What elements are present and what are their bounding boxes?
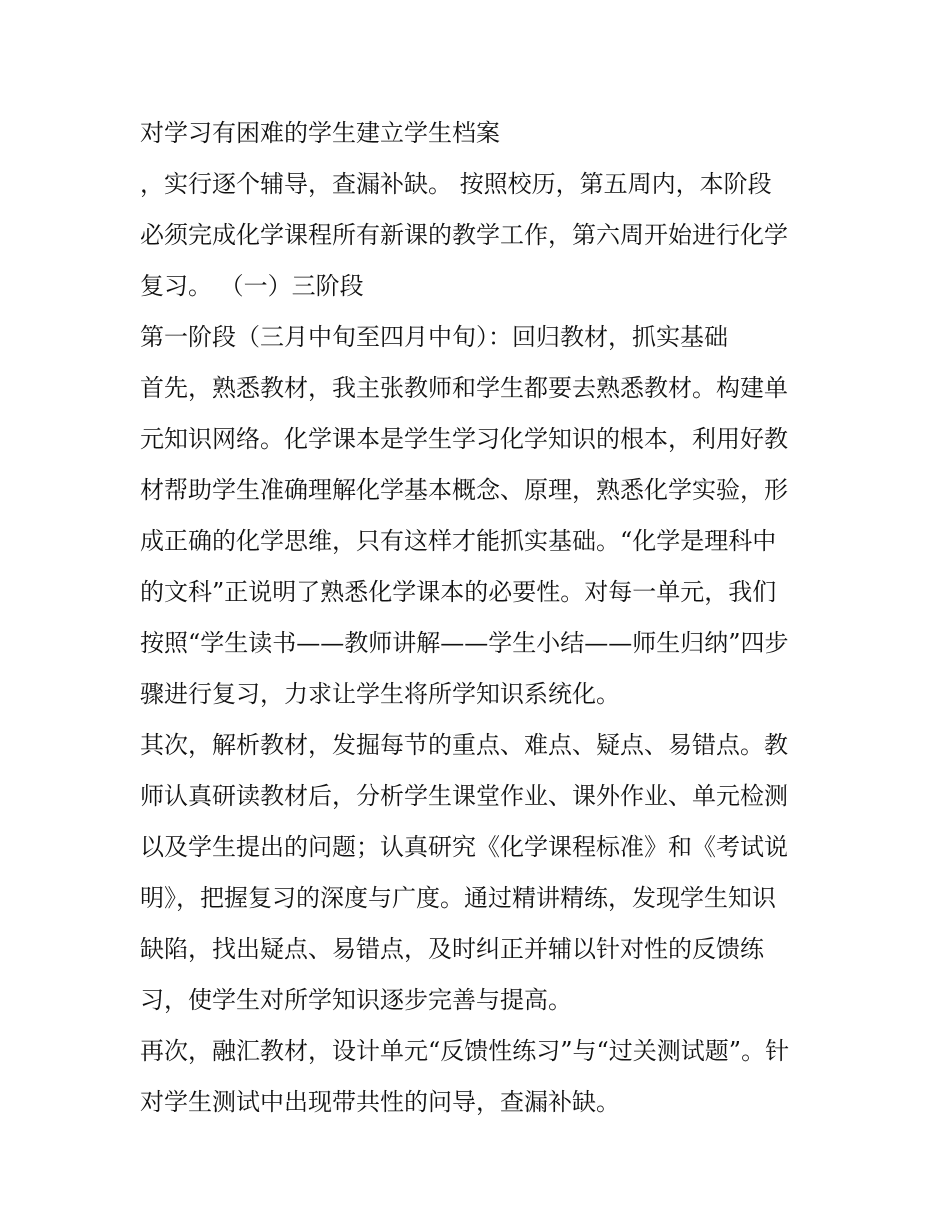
text-line: 复习。 （一）三阶段 <box>140 272 364 300</box>
text-line: 习，使学生对所学知识逐步完善与提高。 <box>140 986 572 1014</box>
text-line: 必须完成化学课程所有新课的教学工作，第六周开始进行化学 <box>140 221 788 249</box>
text-line: ，实行逐个辅导，查漏补缺。 按照校历，第五周内，本阶段 <box>140 170 772 198</box>
text-line: 第一阶段（三月中旬至四月中旬）：回归教材，抓实基础 <box>140 323 728 351</box>
document-body <box>140 108 820 1128</box>
text-line: 对学习有困难的学生建立学生档案 <box>140 119 500 147</box>
text-line: 材帮助学生准确理解化学基本概念、原理，熟悉化学实验，形 <box>140 476 788 504</box>
text-line: 骤进行复习，力求让学生将所学知识系统化。 <box>140 680 620 708</box>
text-line: 明》，把握复习的深度与广度。通过精讲精练，发现学生知识 <box>140 884 776 912</box>
text-line: 按照“学生读书——教师讲解——学生小结——师生归纳”四步 <box>140 629 789 657</box>
text-line: 再次，融汇教材，设计单元“反馈性练习”与“过关测试题”。针 <box>140 1037 790 1065</box>
text-line: 成正确的化学思维，只有这样才能抓实基础。“化学是理科中 <box>140 527 777 555</box>
text-line: 对学生测试中出现带共性的问导，查漏补缺。 <box>140 1088 620 1116</box>
text-line: 元知识网络。化学课本是学生学习化学知识的根本，利用好教 <box>140 425 788 453</box>
text-line: 的文科”正说明了熟悉化学课本的必要性。对每一单元，我们 <box>140 578 777 606</box>
text-line: 其次，解析教材，发掘每节的重点、难点、疑点、易错点。教 <box>140 731 788 759</box>
text-line: 师认真研读教材后，分析学生课堂作业、课外作业、单元检测 <box>140 782 788 810</box>
text-line: 缺陷，找出疑点、易错点，及时纠正并辅以针对性的反馈练 <box>140 935 764 963</box>
text-line: 首先，熟悉教材，我主张教师和学生都要去熟悉教材。构建单 <box>140 374 788 402</box>
text-line: 以及学生提出的问题；认真研究《化学课程标准》和《考试说 <box>140 833 788 861</box>
